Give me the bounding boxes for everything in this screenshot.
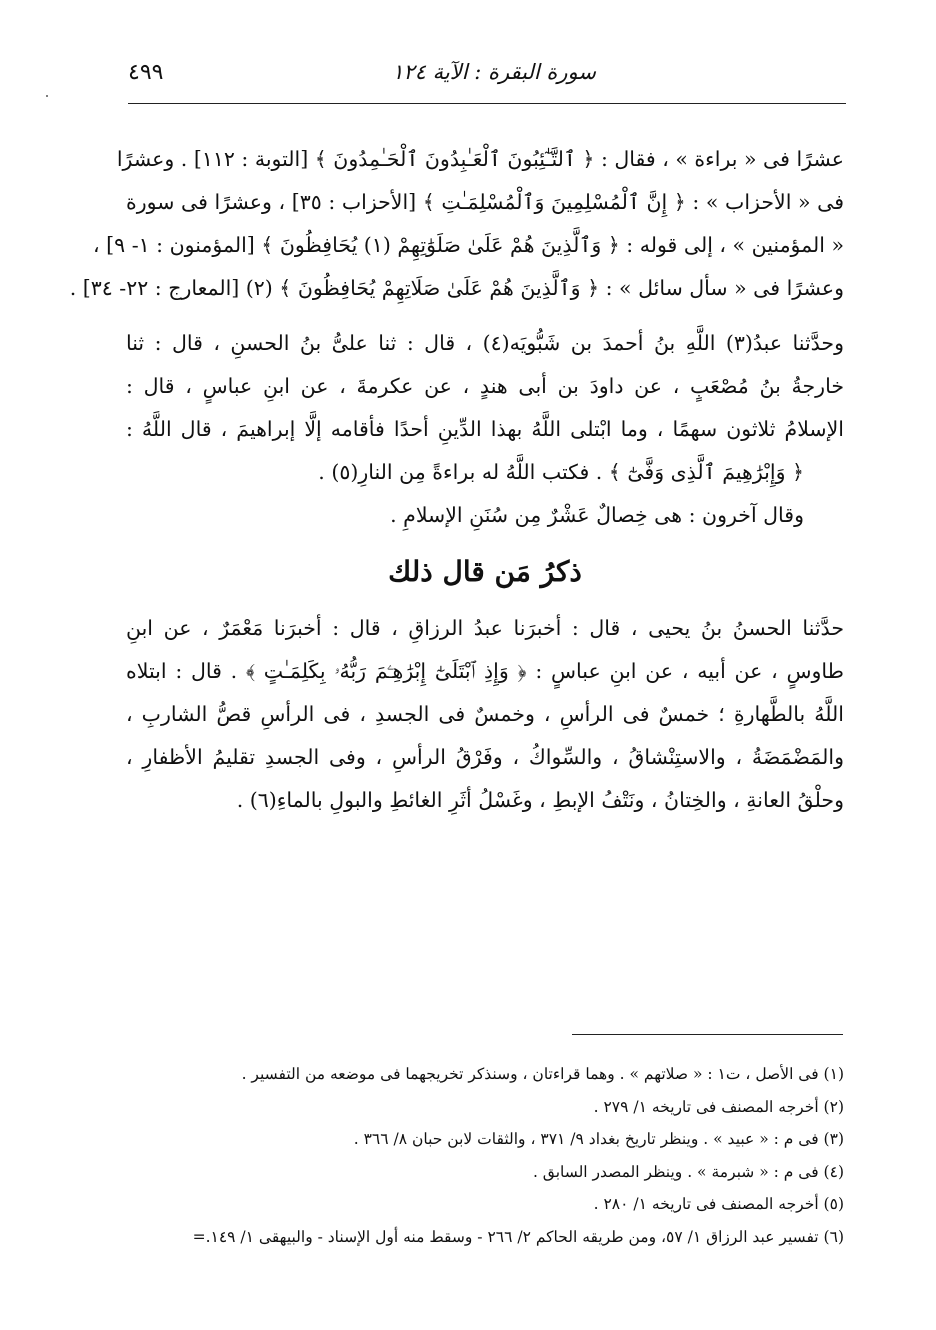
text-line: طاوسٍ ، عن أبيه ، عن ابنِ عباسٍ : ﴿ وَإِذِ ٱبْتَلَىٰٓ إِبْرَٰهِـۧمَ رَبُّهُۥ بِكَلِمَـٰتٍ ﴾ . قال : ابتلاه <box>126 659 844 683</box>
paragraph-gap <box>126 310 844 322</box>
text-line: عشرًا فى « براءة » ، فقال : ﴿ ٱلتَّـٰٓئِبُونَ ٱلْعَـٰبِدُونَ ٱلْحَـٰمِدُونَ ﴾ [التوبة : ١١٢] . وعشرًا <box>116 147 844 171</box>
text-line: ﴿ وَإِبْرَٰهِيمَ ٱلَّذِى وَفَّىٰٓ ﴾ . فكتب اللَّهُ له براءةً مِن النارِ(٥) . <box>318 460 804 484</box>
footnote-item: (١) فى الأصل ، ت١ : « صلاتهم » . وهما قراءتان ، وسنذكر تخريجهما فى موضعه من التفسير . <box>241 1065 844 1083</box>
text-line: وعشرًا فى « سأل سائل » : ﴿ وَٱلَّذِينَ هُمْ عَلَىٰ صَلَاتِهِمْ يُحَافِظُونَ ﴾ (٢) [المعارج : ٢٢- ٣٤] . <box>69 276 844 300</box>
page-number: ٤٩٩ <box>128 60 164 85</box>
text-line: وحلْقُ العانةِ ، والخِتانُ ، ونَتْفُ الإبطِ ، وغَسْلُ أثَرِ الغائطِ والبولِ بالماءِ(٦) . <box>236 788 844 812</box>
header-divider <box>128 103 846 104</box>
page-header <box>128 60 846 100</box>
footnotes <box>126 1058 844 1253</box>
footnote-item: (٤) فى م : « شبرمة » . وينظر المصدر السابق . <box>532 1162 844 1181</box>
text-line: خارجةُ بنُ مُصْعَبٍ ، عن داودَ بن أبى هندٍ ، عن عكرمةَ ، عن ابنِ عباسٍ ، قال : <box>126 374 844 398</box>
section-heading: ذكرُ مَن قال ذلك <box>388 555 582 588</box>
footnote-item: (٥) أخرجه المصنف فى تاريخه ١/ ٢٨٠ . <box>593 1195 844 1213</box>
margin-mark <box>46 95 48 97</box>
footnote-item: (٦) تفسير عبد الرزاق ١/ ٥٧، ومن طريقه الحاكم ٢/ ٢٦٦ - وسقط منه أول الإسناد - والبيهقى ١/ ١٤٩.= <box>192 1227 844 1246</box>
text-line: وقال آخرون : هى خِصالٌ عَشْرٌ مِن سُنَنِ الإسلامِ . <box>390 503 804 527</box>
text-line: « المؤمنين » ، إلى قوله : ﴿ وَٱلَّذِينَ هُمْ عَلَىٰ صَلَوَٰتِهِمْ (١) يُحَافِظُونَ ﴾ [المؤمنون : ١- ٩] ، <box>93 233 844 257</box>
text-line: وحدَّثنا عبدُ(٣) اللَّهِ بنُ أحمدَ بن شَبُّويَه(٤) ، قال : ثنا علىُّ بنُ الحسنِ ، قال : ثنا <box>126 331 844 355</box>
footnote-item: (٢) أخرجه المصنف فى تاريخه ١/ ٢٧٩ . <box>593 1097 844 1116</box>
text-line: والمَضْمَضَةُ ، والاستِنْشاقُ ، والسِّواكُ ، وفَرْقُ الرأسِ ، وفى الجسدِ تقليمُ الأظفارِ ، <box>126 745 844 769</box>
text-line: اللَّهُ بالطَّهارةِ ؛ خمسٌ فى الرأسِ ، وخمسٌ فى الجسدِ ، فى الرأسِ قصُّ الشاربِ ، <box>126 702 844 726</box>
text-line: حدَّثنا الحسنُ بنُ يحيى ، قال : أخبرَنا عبدُ الرزاقِ ، قال : أخبرَنا مَعْمَرٌ ، عن ابنِ <box>126 616 844 640</box>
footnote-item: (٣) فى م : « عبيد » . وينظر تاريخ بغداد ٩/ ٣٧١ ، والثقات لابن حبان ٨/ ٣٦٦ . <box>353 1130 844 1148</box>
text-line: فى « الأحزاب » : ﴿ إِنَّ ٱلْمُسْلِمِينَ وَٱلْمُسْلِمَـٰتِ ﴾ [الأحزاب : ٣٥] ، وعشرًا فى سورة <box>126 190 844 214</box>
text-line: الإسلامُ ثلاثون سهمًا ، وما ابْتلى اللَّهُ بهذا الدِّينِ أحدًا فأقامه إلَّا إبراهيمَ ، قال اللَّهُ : <box>126 417 844 441</box>
main-text <box>69 138 844 822</box>
running-title: سورة البقرة : الآية ١٢٤ <box>392 60 596 84</box>
footnote-divider <box>572 1034 843 1035</box>
